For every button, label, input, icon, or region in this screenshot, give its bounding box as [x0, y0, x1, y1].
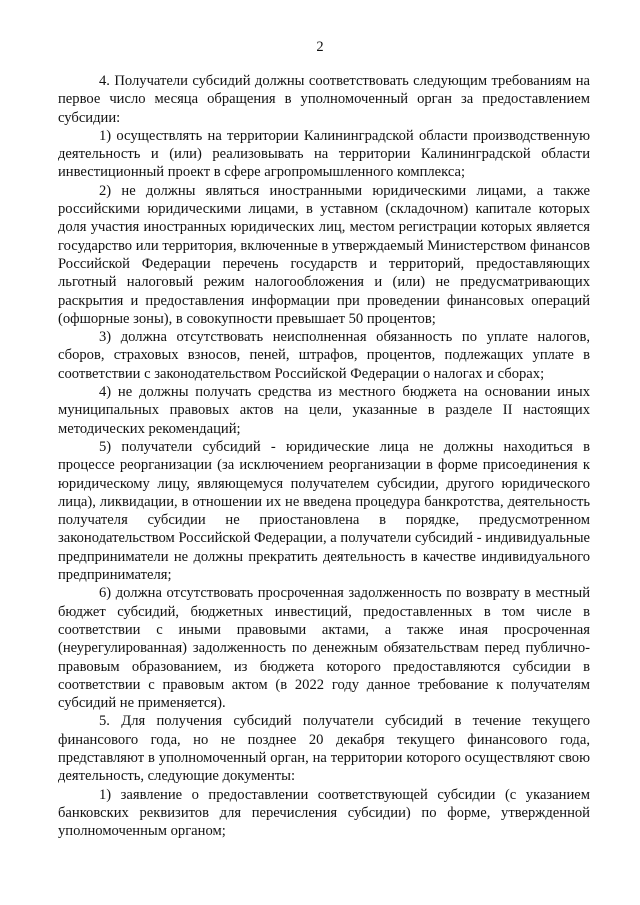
paragraph-documents-intro: 5. Для получения субсидий получатели субсидий в течение текущего финансового года, но не позднее 20 декабря текущего финансового года, представляют в уполномоченный орган, на территории которого осуществляют свою деятельность, следующие документы:	[58, 713, 590, 785]
paragraph-requirement-3: 3) должна отсутствовать неисполненная обязанность по уплате налогов, сборов, страховых взносов, пеней, штрафов, процентов, подлежащих уплате в соответствии с законодательством Российской Федерации о налогах и сборах;	[58, 329, 590, 382]
paragraph-requirements-intro: 4. Получатели субсидий должны соответствовать следующим требованиям на первое число месяца обращения в уполномоченный орган за предоставлением субсидии:	[58, 73, 590, 126]
page-number: 2	[316, 39, 324, 55]
paragraph-requirement-1: 1) осуществлять на территории Калининградской области производственную деятельность и (или) реализовывать на территории Калининградской области инвестиционный проект в сфере агропромышленного комплекса;	[58, 127, 590, 181]
paragraph-document-1: 1) заявление о предоставлении соответствующей субсидии (с указанием банковских реквизитов для перечисления субсидии) по форме, утвержденной уполномоченным органом;	[58, 786, 590, 840]
paragraph-requirement-5: 5) получатели субсидий - юридические лица не должны находиться в процессе реорганизации (за исключением реорганизации в форме присоединения к юридическому лицу, являющемуся получателем субсидии, другого юридического лица), ликвидации, в отношении их не введена процедура банкротства, деятельность получателя субсидии не приостановлена в порядке, предусмотренном законодательством Российской Федерации, а получатели субсидий - индивидуальные предприниматели не должны прекратить деятельность в качестве индивидуального предпринимателя;	[58, 438, 590, 584]
paragraph-requirement-6: 6) должна отсутствовать просроченная задолженность по возврату в местный бюджет субсидий, бюджетных инвестиций, предоставленных в том числе в соответствии с иными правовыми актами, а также иная просроченная (неурегулированная) задолженность по денежным обязательствам перед публично-правовым образованием, из бюджета которого предоставляются субсидии в соответствии с правовым актом (в 2022 году данное требование к получателям субсидий не применяется).	[58, 585, 590, 712]
document-body	[58, 72, 590, 840]
paragraph-requirement-4: 4) не должны получать средства из местного бюджета на основании иных муниципальных правовых актов на цели, указанные в разделе II настоящих методических рекомендаций;	[58, 384, 590, 437]
paragraph-requirement-2: 2) не должны являться иностранными юридическими лицами, а также российскими юридическими лицами, в уставном (складочном) капитале которых доля участия иностранных юридических лиц, местом регистрации которых является государство или территория, включенные в утверждаемый Министерством финансов Российской Федерации перечень государств и территорий, предоставляющих льготный налоговый режим налогообложения и (или) не предусматривающих раскрытия и предоставления информации при проведении финансовых операций (офшорные зоны), в совокупности превышает 50 процентов;	[58, 182, 590, 327]
